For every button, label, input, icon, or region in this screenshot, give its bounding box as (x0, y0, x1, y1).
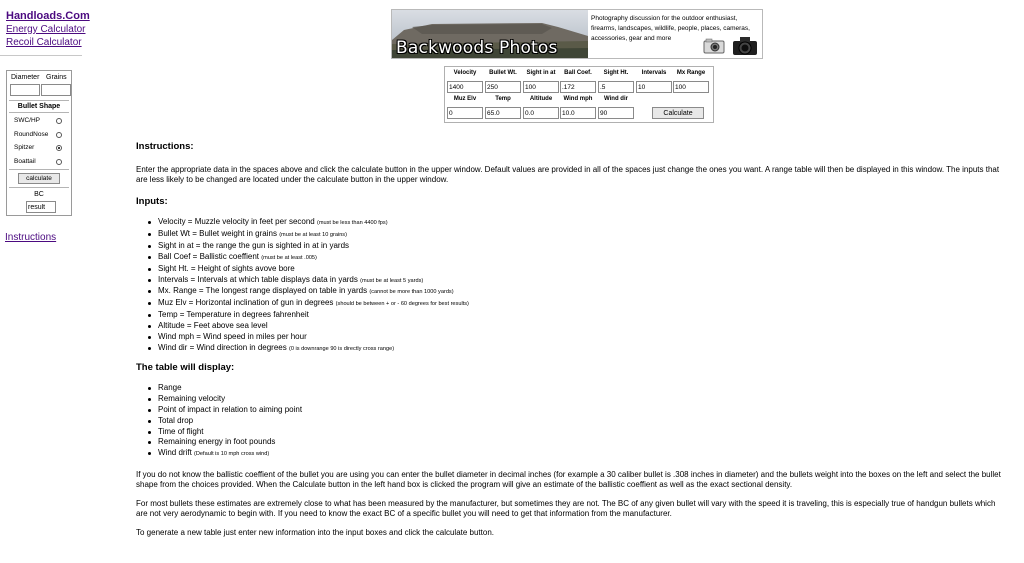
altitude-input[interactable] (523, 107, 559, 119)
banner-ad[interactable] (391, 9, 763, 59)
mx-range-label: Mx Range (676, 70, 706, 76)
muz-elv-label: Muz Elv (453, 96, 477, 102)
list-item-text: Remaining energy in foot pounds (158, 437, 276, 447)
banner-blurb: Photography discussion for the outdoor enthusiast, firearms, landscapes, wildlife, people, places, cameras, accessories, gear and more (591, 15, 750, 42)
wind-mph-label: Wind mph (563, 96, 593, 102)
wind-dir-input[interactable] (598, 107, 634, 119)
calculate-button[interactable]: Calculate (652, 107, 704, 119)
bc-calculator-box (6, 70, 72, 216)
list-item-note: (cannot be more than 1000 yards) (369, 289, 454, 296)
bc-result-field[interactable] (26, 201, 56, 213)
grains-label: Grains (46, 74, 67, 81)
intervals-label: Intervals (641, 70, 667, 76)
list-item (136, 394, 1006, 405)
list-item (136, 229, 1006, 241)
list-item-note: (must be less than 4400 fps) (316, 220, 388, 226)
table-display-list (136, 383, 1006, 460)
list-item-text: Wind dir = Wind direction in degrees (158, 342, 287, 352)
bc-estimate-paragraph: If you do not know the ballistic coeffient of the bullet you are using you can enter the bullet diameter in decimal inches (for example a 30 caliber bullet is .308 inches in diameter) and the bullets weight into the boxes on the left and select the bullet shape from the choices provided. When the Calculate button in the left hand box is clicked the program will give an estimate of the ballistic coeffient as well as the exact sectional density. (136, 470, 1001, 490)
list-item (136, 427, 1006, 438)
list-item-text: Range (158, 382, 182, 392)
banner-title: Backwoods Photos (396, 38, 558, 58)
list-item-text: Intervals = Intervals at which table displays data in yards (158, 274, 358, 284)
list-item-text: Wind mph = Wind speed in miles per hour (158, 332, 307, 342)
bullet-wt-input[interactable] (485, 81, 521, 93)
shape-label-roundnose: RoundNose (14, 131, 49, 138)
list-item (136, 321, 1006, 332)
list-item (136, 217, 1006, 229)
list-item-note: (should be between + or - 60 degrees for best results) (335, 301, 469, 308)
altitude-label: Altitude (529, 96, 553, 102)
diameter-input[interactable] (10, 84, 40, 96)
list-item (136, 298, 1006, 310)
inputs-heading: Inputs: (136, 196, 168, 207)
range-input-form (444, 66, 714, 123)
list-item-text: Total drop (158, 415, 194, 425)
list-item-text: Muz Elv = Horizontal inclination of gun in degrees (158, 298, 334, 308)
shape-label-spitzer: Spitzer (14, 144, 35, 151)
instructions-heading: Instructions: (136, 141, 194, 152)
recoil-calculator-link[interactable]: Recoil Calculator (6, 37, 82, 48)
list-item (136, 383, 1006, 394)
mx-range-input[interactable] (673, 81, 709, 93)
wind-dir-label: Wind dir (604, 96, 628, 102)
bc-calculate-button[interactable]: calculate (18, 173, 60, 184)
inputs-list (136, 217, 1006, 355)
energy-calculator-link[interactable]: Energy Calculator (6, 24, 86, 35)
dslr-camera-icon (732, 36, 758, 56)
shape-label-swc: SWC/HP (14, 117, 40, 124)
shape-radio-swc[interactable] (56, 118, 62, 124)
list-item-note: (0 is downrange 90 is directly cross range) (288, 345, 395, 352)
list-item-text: Ball Coef = Ballistic coeffient (158, 251, 260, 261)
diameter-label: Diameter (11, 74, 40, 81)
velocity-label: Velocity (453, 70, 477, 76)
shape-separator (9, 112, 69, 113)
ball-coef-label: Ball Coef. (564, 70, 592, 76)
intervals-input[interactable] (636, 81, 672, 93)
brand-link[interactable]: Handloads.Com (6, 10, 90, 22)
list-item (136, 310, 1006, 321)
sight-ht-label: Sight Ht. (603, 70, 629, 76)
main-content (136, 142, 1006, 538)
shape-separator (9, 100, 69, 101)
list-item-text: Sight in at = the range the gun is sighted in at in yards (158, 240, 350, 250)
shape-label-boattail: Boattail (14, 158, 36, 165)
list-item-note: (must be at least .005) (261, 254, 317, 261)
list-item-text: Velocity = Muzzle velocity in feet per second (158, 217, 315, 226)
list-item-text: Mx. Range = The longest range displayed on table in yards (158, 286, 368, 296)
temp-label: Temp (495, 96, 511, 102)
list-item (136, 264, 1006, 275)
bullet-wt-label: Bullet Wt. (489, 70, 517, 76)
ball-coef-input[interactable] (560, 81, 596, 93)
bc-label: BC (34, 191, 44, 198)
sight-in-label: Sight in at (526, 70, 556, 76)
table-heading: The table will display: (136, 361, 235, 373)
temp-input[interactable] (485, 107, 521, 119)
list-item (136, 343, 1006, 355)
grains-input[interactable] (41, 84, 71, 96)
list-item (136, 437, 1006, 448)
list-item-note: (must be at least 10 grains) (279, 231, 347, 238)
list-item-text: Wind drift (158, 448, 192, 458)
instructions-link[interactable]: Instructions (5, 232, 57, 243)
shape-radio-boattail[interactable] (56, 159, 62, 165)
muz-elv-input[interactable] (447, 107, 483, 119)
list-item-text: Altitude = Feet above sea level (158, 321, 268, 331)
list-item (136, 448, 1006, 460)
sight-in-input[interactable] (523, 81, 559, 93)
list-item-text: Point of impact in relation to aiming point (158, 404, 303, 414)
list-item (136, 241, 1006, 252)
list-item (136, 416, 1006, 427)
list-item-text: Remaining velocity (158, 393, 226, 403)
velocity-input[interactable] (447, 81, 483, 93)
list-item (136, 286, 1006, 298)
list-item-text: Time of flight (158, 426, 204, 436)
list-item-note: (Default is 10 mph cross wind) (194, 451, 270, 458)
compact-camera-icon (703, 38, 725, 54)
list-item-note: (must be at least 5 yards) (360, 277, 424, 284)
nav-divider (0, 55, 82, 56)
estimates-paragraph: For most bullets these estimates are extremely close to what has been measured by the manufacturer, but sometimes they are not. The BC of any given bullet will vary with the speed it is traveling, this is especially true of handgun bullets which are not very aerodynamic to begin with. If you need to know the exact BC of a specific bullet you will need to get that information from the manufacturer. (136, 499, 996, 519)
new-table-paragraph: To generate a new table just enter new information into the input boxes and click the calculate button. (136, 528, 494, 538)
left-nav (6, 10, 106, 49)
shape-separator (9, 169, 69, 170)
list-item (136, 405, 1006, 416)
list-item-text: Bullet Wt = Bullet weight in grains (158, 228, 277, 238)
list-item (136, 275, 1006, 287)
list-item-text: Sight Ht. = Height of sights avove bore (158, 263, 295, 273)
list-item (136, 252, 1006, 264)
instructions-text: Enter the appropriate data in the spaces above and click the calculate button in the upper window. Default values are provided in all of the spaces just change the ones you want. A range table will then be displayed in this window. The inputs that are less likely to be changed are located under the calculate button in the upper window. (136, 165, 1000, 184)
list-item (136, 332, 1006, 343)
bullet-shape-title: Bullet Shape (17, 103, 61, 110)
shape-separator (9, 187, 69, 188)
shape-radio-roundnose[interactable] (56, 132, 62, 138)
wind-mph-input[interactable] (560, 107, 596, 119)
list-item-text: Temp = Temperature in degrees fahrenheit (158, 310, 309, 320)
sight-ht-input[interactable] (598, 81, 634, 93)
shape-radio-spitzer[interactable] (56, 145, 62, 151)
